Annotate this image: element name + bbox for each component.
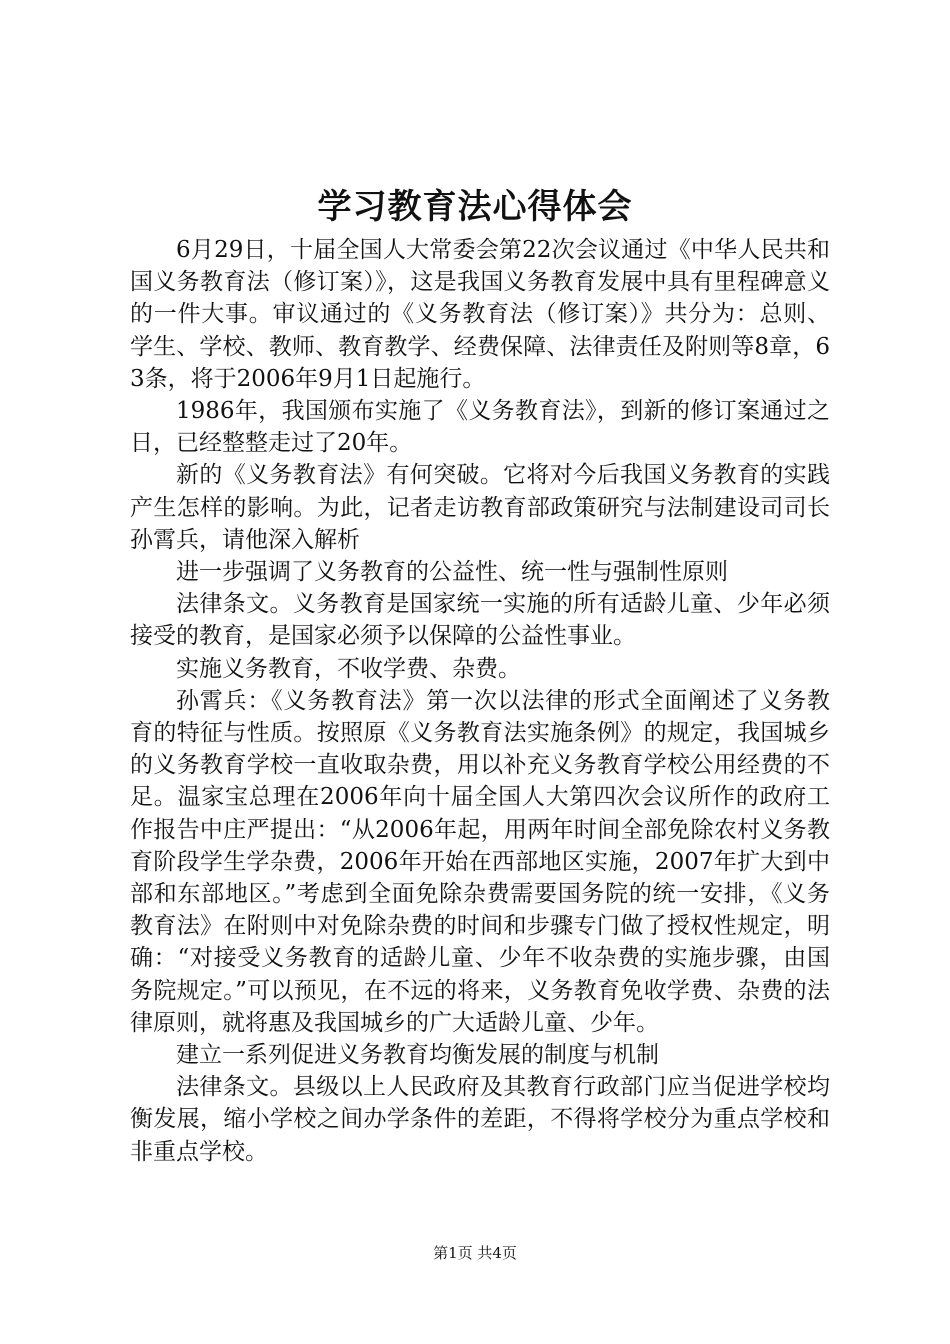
page-footer: 第1页 共4页	[433, 1244, 517, 1262]
paragraph: 法律条文。县级以上人民政府及其教育行政部门应当促进学校均衡发展，缩小学校之间办学条件的差距，不得将学校分为重点学校和非重点学校。	[130, 1074, 830, 1165]
paragraph: 孙霄兵：《义务教育法》第一次以法律的形式全面阐述了义务教育的特征与性质。按照原《义务教育法实施条例》的规定，我国城乡的义务教育学校一直收取杂费，用以补充义务教育学校公用经费的不足。温家宝总理在2006年向十届全国人大第四次会议所作的政府工作报告中庄严提出：“从2006年起，用两年时间全部免除农村义务教育阶段学生学杂费，2006年开始在西部地区实施，2007年扩大到中部和东部地区。”考虑到全面免除杂费需要国务院的统一安排，《义务教育法》在附则中对免除杂费的时间和步骤专门做了授权性规定，明确：“对接受义务教育的适龄儿童、少年不收杂费的实施步骤，由国务院规定。”可以预见，在不远的将来，义务教育免收学费、杂费的法律原则，就将惠及我国城乡的广大适龄儿童、少年。	[130, 687, 830, 1036]
section-heading: 建立一系列促进义务教育均衡发展的制度与机制	[176, 1042, 659, 1069]
paragraph: 法律条文。义务教育是国家统一实施的所有适龄儿童、少年必须接受的教育，是国家必须予以保障的公益性事业。	[130, 591, 830, 650]
section-heading: 进一步强调了义务教育的公益性、统一性与强制性原则	[176, 559, 728, 586]
paragraph: 实施义务教育，不收学费、杂费。	[176, 655, 521, 682]
paragraph: 1986年，我国颁布实施了《义务教育法》，到新的修订案通过之日，已经整整走过了20年。	[130, 398, 830, 457]
document-title: 学习教育法心得体会	[317, 187, 633, 227]
paragraph: 6月29日，十届全国人大常委会第22次会议通过《中华人民共和国义务教育法（修订案）》，这是我国义务教育发展中具有里程碑意义的一件大事。审议通过的《义务教育法（修订案）》共分为：总则、学生、学校、教师、教育教学、经费保障、法律责任及附则等8章，63条，将于2006年9月1日起施行。	[130, 237, 830, 392]
paragraph: 新的《义务教育法》有何突破。它将对今后我国义务教育的实践产生怎样的影响。为此，记者走访教育部政策研究与法制建设司司长孙霄兵，请他深入解析	[130, 462, 830, 553]
document-body	[130, 234, 830, 1168]
